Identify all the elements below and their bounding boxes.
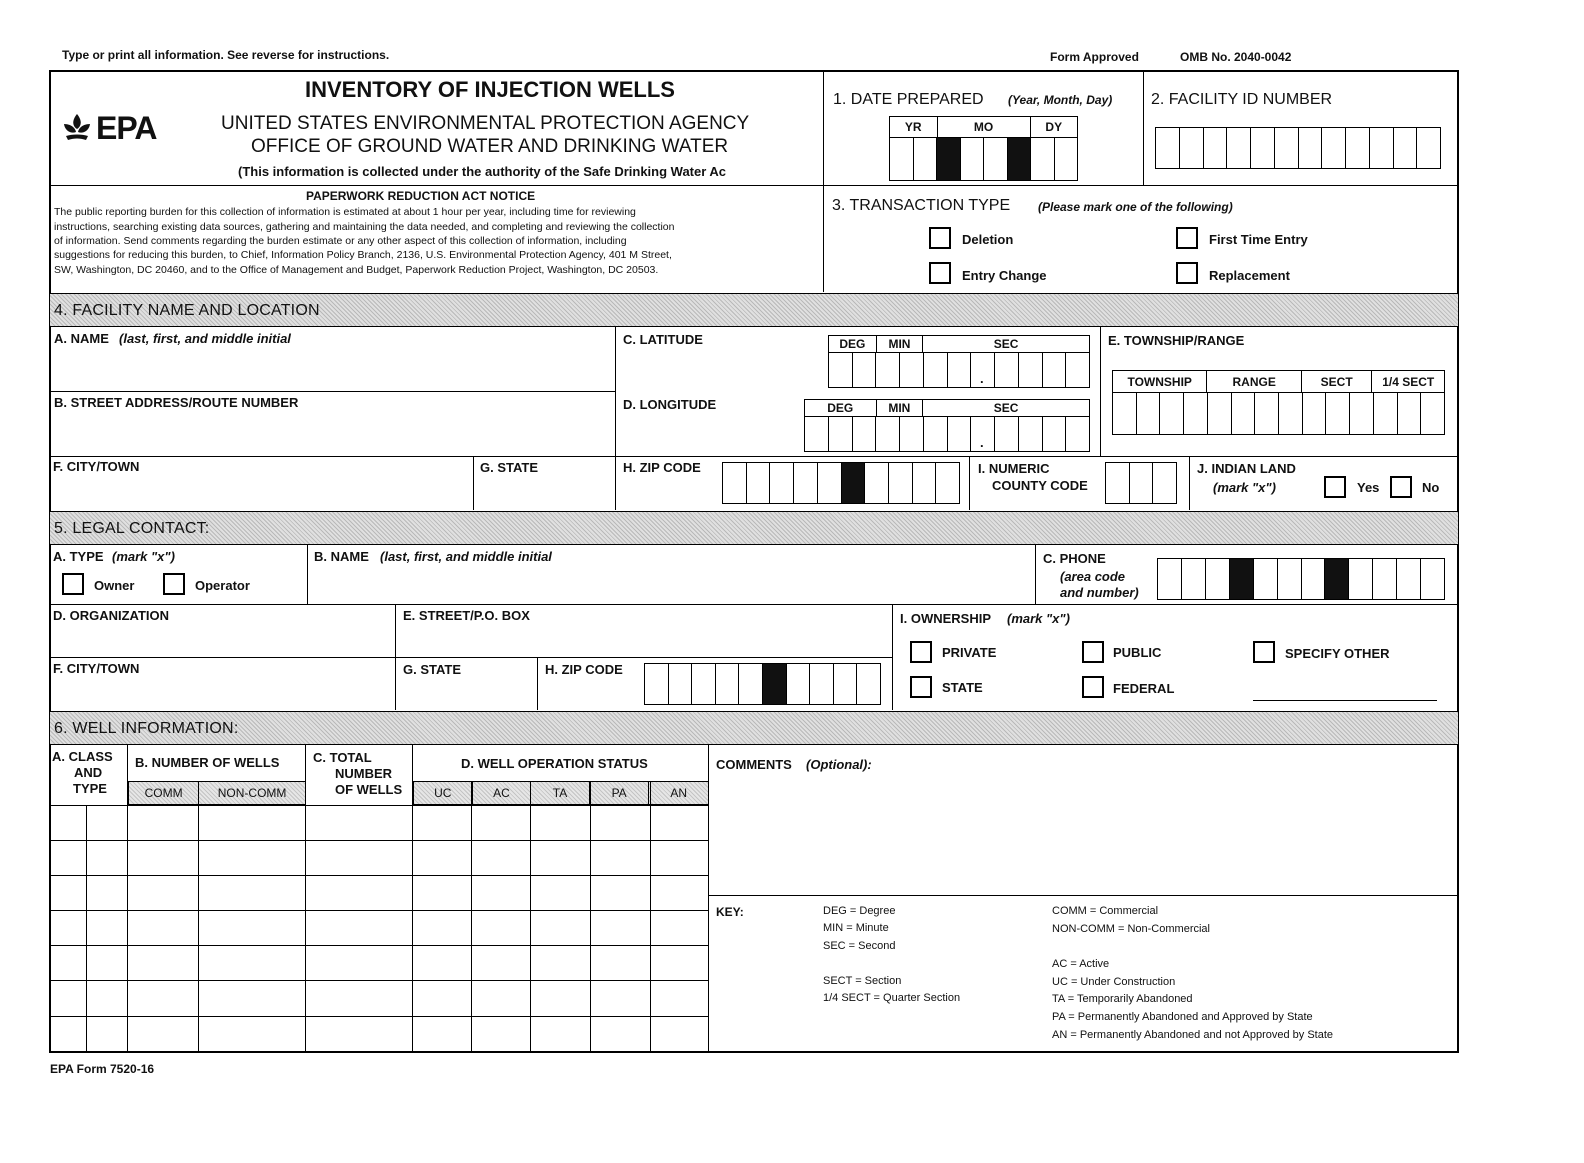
comments-label: COMMENTS <box>716 757 792 772</box>
contact-zip-label: H. ZIP CODE <box>545 662 623 677</box>
paperwork-title: PAPERWORK REDUCTION ACT NOTICE <box>306 189 536 203</box>
key-right-8: AN = Permanently Abandoned and not Approved by State <box>1052 1029 1334 1041</box>
authority-text: (This information is collected under the authority of the Safe Drinking Water Ac <box>238 164 727 179</box>
key-left-6: 1/4 SECT = Quarter Section <box>823 992 961 1004</box>
phone-hint-1: (area code <box>1060 569 1126 584</box>
township-range-input[interactable] <box>1112 392 1445 435</box>
yr-header: YR <box>890 117 938 137</box>
instructions-text: Type or print all information. See reverse for instructions. <box>62 48 390 62</box>
indian-land-no-label: No <box>1422 480 1440 495</box>
paperwork-line-3: of information. Send comments regarding the burden estimate or any other aspect of this collection of information, including <box>54 235 627 247</box>
specify-other-checkbox[interactable] <box>1253 641 1275 663</box>
class-label-1: A. CLASS <box>52 749 113 764</box>
key-left-1: DEG = Degree <box>823 905 896 917</box>
form-number: EPA Form 7520-16 <box>50 1062 155 1076</box>
facility-name-label: A. NAME <box>54 331 109 346</box>
city-town-input[interactable] <box>52 478 470 508</box>
contact-name-input[interactable] <box>312 568 1030 602</box>
owner-checkbox[interactable] <box>62 573 84 595</box>
paperwork-line-2: instructions, searching existing data sources, gathering and maintaining the data needed, and completing and reviewing the collection <box>54 221 675 233</box>
class-label-2: AND <box>74 765 103 780</box>
facility-id-label: 2. FACILITY ID NUMBER <box>1151 91 1333 108</box>
key-right-4: AC = Active <box>1052 958 1110 970</box>
comm-header: COMM <box>129 782 199 804</box>
lat-min-header: MIN <box>877 336 924 352</box>
zip-code-label: H. ZIP CODE <box>623 460 701 475</box>
township-range-label: E. TOWNSHIP/RANGE <box>1108 333 1245 348</box>
organization-label: D. ORGANIZATION <box>53 608 170 623</box>
key-label: KEY: <box>716 905 744 919</box>
range-col: RANGE <box>1207 371 1301 392</box>
form-title: INVENTORY OF INJECTION WELLS <box>305 77 675 102</box>
comments-input[interactable] <box>712 776 1454 892</box>
date-prepared-label: 1. DATE PREPARED <box>833 91 984 108</box>
street-address-label: B. STREET ADDRESS/ROUTE NUMBER <box>54 395 299 410</box>
ownership-label: I. OWNERSHIP <box>900 611 992 626</box>
indian-land-yes-checkbox[interactable] <box>1324 476 1346 498</box>
lon-deg-header: DEG <box>805 400 877 416</box>
state-input[interactable] <box>476 478 612 508</box>
epa-flower-icon <box>62 112 92 144</box>
mo-header: MO <box>938 117 1031 137</box>
county-code-label-1: I. NUMERIC <box>978 461 1050 476</box>
key-left-3: SEC = Second <box>823 940 896 952</box>
indian-land-label: J. INDIAN LAND <box>1197 461 1296 476</box>
contact-street-label: E. STREET/P.O. BOX <box>403 608 530 623</box>
section-5-header <box>50 511 1458 545</box>
street-address-input[interactable] <box>52 414 612 454</box>
phone-input[interactable] <box>1157 558 1445 600</box>
an-header: AN <box>670 786 688 800</box>
zip-code-input[interactable] <box>722 462 960 504</box>
contact-name-hint: (last, first, and middle initial <box>380 549 552 564</box>
contact-city-label: F. CITY/TOWN <box>53 661 140 676</box>
date-header <box>889 116 1078 138</box>
well-status-subheader <box>413 781 709 805</box>
phone-label: C. PHONE <box>1043 551 1106 566</box>
section-4-title: 4. FACILITY NAME AND LOCATION <box>54 302 320 319</box>
operator-label: Operator <box>195 578 250 593</box>
indian-land-hint: (mark "x") <box>1213 480 1276 495</box>
deletion-checkbox[interactable] <box>929 227 951 249</box>
deletion-label: Deletion <box>962 232 1014 247</box>
dy-header: DY <box>1045 120 1063 134</box>
first-time-entry-checkbox[interactable] <box>1176 227 1198 249</box>
number-wells-subheader <box>128 781 306 805</box>
total-wells-label-2: NUMBER <box>335 766 393 781</box>
transaction-type-hint: (Please mark one of the following) <box>1038 200 1233 214</box>
contact-name-label: B. NAME <box>314 549 369 564</box>
indian-land-no-checkbox[interactable] <box>1390 476 1412 498</box>
state-label: G. STATE <box>480 460 539 475</box>
township-header <box>1112 370 1445 393</box>
owner-label: Owner <box>94 578 135 593</box>
contact-zip-input[interactable] <box>644 663 881 705</box>
agency-line-1: UNITED STATES ENVIRONMENTAL PROTECTION AGENCY <box>221 113 750 134</box>
section-5-title: 5. LEGAL CONTACT: <box>54 520 210 537</box>
state-ownership-label: STATE <box>942 680 983 695</box>
lat-sec-header: SEC <box>993 337 1019 351</box>
class-label-3: TYPE <box>73 781 107 796</box>
form-approved-text: Form Approved <box>1050 50 1139 64</box>
total-wells-label-3: OF WELLS <box>335 782 403 797</box>
longitude-label: D. LONGITUDE <box>623 397 717 412</box>
latitude-label: C. LATITUDE <box>623 332 703 347</box>
non-comm-header: NON-COMM <box>217 786 287 800</box>
facility-name-hint: (last, first, and middle initial <box>119 331 291 346</box>
key-right-2: NON-COMM = Non-Commercial <box>1052 923 1210 935</box>
public-label: PUBLIC <box>1113 645 1162 660</box>
private-label: PRIVATE <box>942 645 997 660</box>
replacement-label: Replacement <box>1209 268 1290 283</box>
county-code-input[interactable] <box>1105 462 1177 504</box>
contact-city-input[interactable] <box>52 679 392 708</box>
private-checkbox[interactable] <box>910 641 932 663</box>
key-right-5: UC = Under Construction <box>1052 976 1176 988</box>
omb-number: OMB No. 2040-0042 <box>1180 50 1292 64</box>
total-wells-label-1: C. TOTAL <box>313 750 372 765</box>
date-prepared-hint: (Year, Month, Day) <box>1008 93 1113 107</box>
operator-checkbox[interactable] <box>163 573 185 595</box>
section-6-header <box>50 711 1458 745</box>
organization-input[interactable] <box>52 626 392 655</box>
latitude-header <box>828 335 1090 353</box>
entry-change-label: Entry Change <box>962 268 1047 283</box>
number-wells-label: B. NUMBER OF WELLS <box>135 755 280 770</box>
sect-col: SECT <box>1302 371 1373 392</box>
city-town-label: F. CITY/TOWN <box>53 459 140 474</box>
facility-name-input[interactable] <box>52 350 612 388</box>
facility-id-input[interactable] <box>1155 127 1441 169</box>
lon-min-header: MIN <box>877 400 924 416</box>
key-right-6: TA = Temporarily Abandoned <box>1052 993 1193 1005</box>
paperwork-line-1: The public reporting burden for this collection of information is estimated at about 1 hour per year, including time for reviewing <box>54 206 636 218</box>
paperwork-line-5: SW, Washington, DC 20460, and to the Office of Management and Budget, Paperwork Reduction Project, Washington, DC 20503. <box>54 264 659 276</box>
state-ownership-checkbox[interactable] <box>910 676 932 698</box>
quarter-sect-col: 1/4 SECT <box>1382 374 1435 389</box>
pa-header: PA <box>590 782 650 804</box>
key-right-1: COMM = Commercial <box>1052 905 1159 917</box>
contact-type-hint: (mark "x") <box>112 549 175 564</box>
federal-label: FEDERAL <box>1113 681 1175 696</box>
latitude-decimal: . <box>980 371 984 386</box>
public-checkbox[interactable] <box>1082 641 1104 663</box>
specify-other-label: SPECIFY OTHER <box>1285 646 1390 661</box>
lon-sec-header: SEC <box>993 401 1019 415</box>
county-code-label-2: COUNTY CODE <box>992 478 1088 493</box>
section-4-header <box>50 293 1458 327</box>
comments-hint: (Optional): <box>806 757 872 772</box>
contact-street-input[interactable] <box>400 626 888 655</box>
first-time-entry-label: First Time Entry <box>1209 232 1308 247</box>
latitude-input[interactable] <box>828 352 1090 388</box>
contact-type-label: A. TYPE <box>53 549 104 564</box>
contact-state-input[interactable] <box>400 680 534 708</box>
contact-state-label: G. STATE <box>403 662 462 677</box>
township-col: TOWNSHIP <box>1113 371 1207 392</box>
longitude-decimal: . <box>980 435 984 450</box>
phone-hint-2: and number) <box>1060 585 1139 600</box>
replacement-checkbox[interactable] <box>1176 262 1198 284</box>
entry-change-checkbox[interactable] <box>929 262 951 284</box>
lat-deg-header: DEG <box>829 336 877 352</box>
ownership-hint: (mark "x") <box>1007 611 1070 626</box>
well-information-grid[interactable] <box>51 806 707 1051</box>
date-prepared-input[interactable] <box>889 137 1078 181</box>
federal-checkbox[interactable] <box>1082 676 1104 698</box>
key-right-7: PA = Permanently Abandoned and Approved by State <box>1052 1011 1313 1023</box>
epa-logo-text: EPA <box>96 110 157 146</box>
transaction-type-label: 3. TRANSACTION TYPE <box>832 197 1011 214</box>
specify-other-input[interactable] <box>1253 680 1437 701</box>
uc-header: UC <box>414 782 473 804</box>
ac-header: AC <box>473 782 532 804</box>
indian-land-yes-label: Yes <box>1357 480 1380 495</box>
longitude-header <box>804 399 1090 417</box>
longitude-input[interactable] <box>804 416 1090 452</box>
agency-line-2: OFFICE OF GROUND WATER AND DRINKING WATER <box>251 136 729 157</box>
key-left-5: SECT = Section <box>823 975 902 987</box>
paperwork-line-4: suggestions for reducing this burden, to Chief, Information Policy Branch, 2136, U.S. Environmental Protection Agency, 401 M Street, <box>54 249 672 261</box>
key-left-2: MIN = Minute <box>823 922 889 934</box>
ta-header: TA <box>531 782 590 804</box>
well-status-label: D. WELL OPERATION STATUS <box>461 756 648 771</box>
section-6-title: 6. WELL INFORMATION: <box>54 720 239 737</box>
